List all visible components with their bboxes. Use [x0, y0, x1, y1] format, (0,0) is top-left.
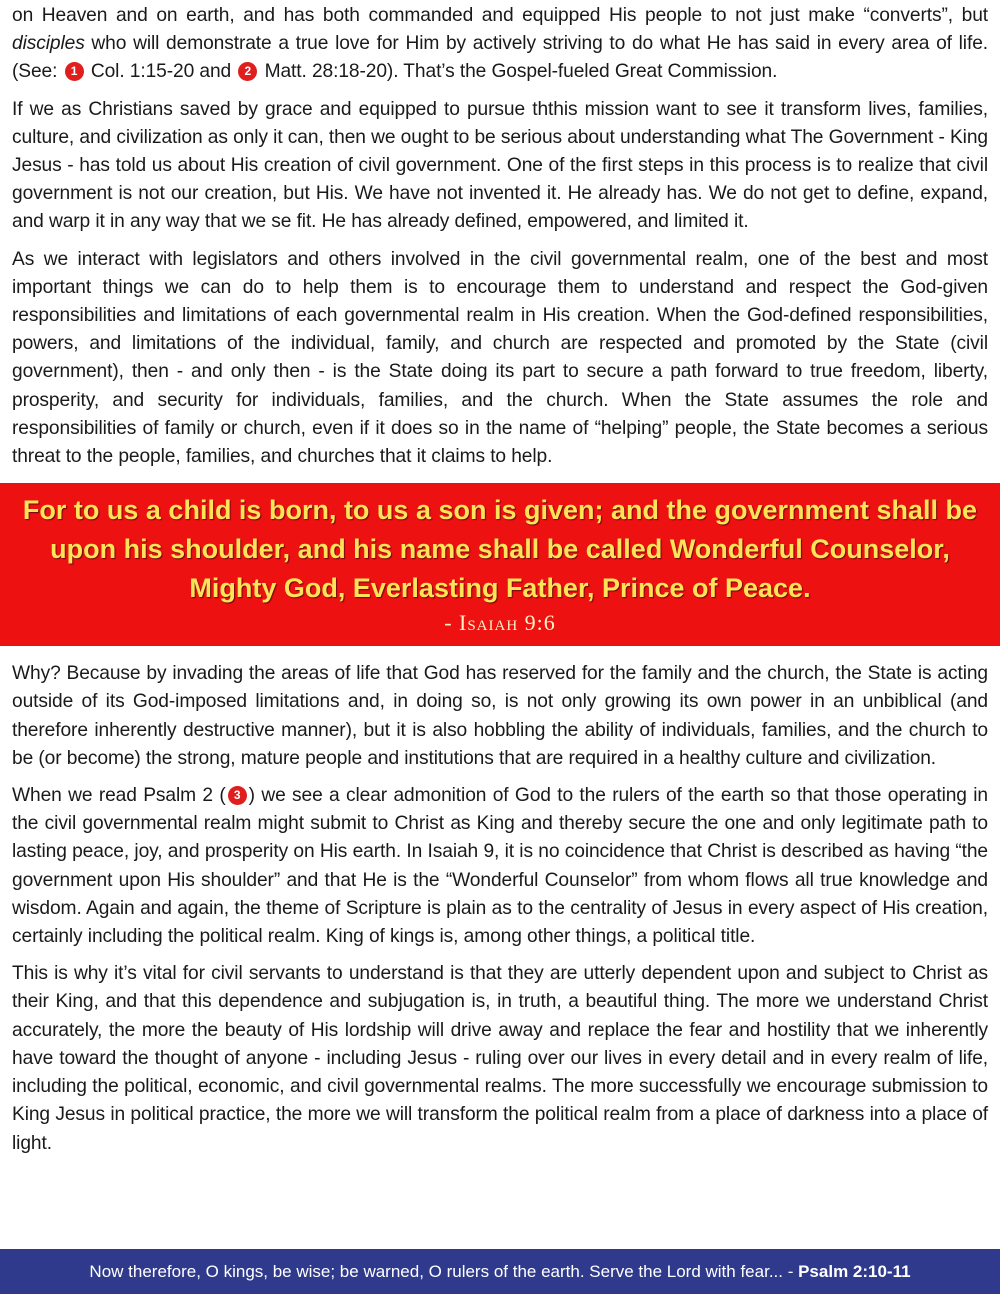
- document-body: [0, 0, 1000, 471]
- scripture-quote-banner: [0, 483, 1000, 646]
- quote-text: For to us a child is born, to us a son is given; and the government shall be upon his shoulder, and his name shall be called Wonderful Counselor, Mighty God, Everlasting Father, Prince of Peace.: [22, 495, 978, 604]
- paragraph-psalm-2: [12, 782, 988, 951]
- paragraph-text: who will demonstrate a true love for Him by actively striving to do what He has said in every area of life. (See:: [12, 33, 988, 83]
- reference-badge-3: 3: [228, 786, 247, 805]
- paragraph-text: ) we see a clear admonition of God to the rulers of the earth so that those operating in the civil governmental realm might submit to Christ as King and thereby secure the one and only legitimate path to lasting peace, joy, and prosperity on His earth. In Isaiah 9, it is no coincidence that Christ is described as having “the government upon His shoulder” and that He is the “Wonderful Counselor” from whom flows all true knowledge and wisdom. Again and again, the theme of Scripture is plain as to the centrality of Jesus in every aspect of His creation, certainly including the political realm. King of kings is, among other things, a political title.: [12, 785, 988, 948]
- paragraph-civil-government: If we as Christians saved by grace and equipped to pursue ththis mission want to see it transform lives, families, culture, and civilization as only it can, then we ought to be serious about understanding what The Government - King Jesus - has told us about His creation of civil government. One of the first steps in this process is to realize that civil government is not our creation, but His. We have not invented it. He already has. We do not get to define, expand, and warp it in any way that we se fit. He has already defined, empowered, and limited it.: [12, 98, 988, 233]
- footer-verse-reference: Psalm 2:10-11: [798, 1262, 911, 1281]
- paragraph-text: Col. 1:15-20 and: [85, 61, 237, 83]
- footer-verse-bar: [0, 1249, 1000, 1294]
- paragraph-text: on Heaven and on earth, and has both commanded and equipped His people to not just make “converts”, but: [12, 5, 988, 26]
- footer-verse-text: Now therefore, O kings, be wise; be warned, O rulers of the earth. Serve the Lord with fear... -: [89, 1262, 799, 1281]
- paragraph-text: Matt. 28:18-20). That’s the Gospel-fueled Great Commission.: [259, 61, 778, 83]
- emphasis-disciples: disciples: [12, 33, 85, 55]
- document-body-continued: [0, 658, 1000, 1157]
- reference-badge-1: 1: [65, 62, 84, 81]
- quote-reference: - Isaiah 9:6: [444, 610, 556, 636]
- reference-badge-2: 2: [238, 62, 257, 81]
- paragraph-text: When we read Psalm 2 (: [12, 785, 226, 807]
- paragraph-great-commission: [12, 2, 988, 87]
- paragraph-why: Why? Because by invading the areas of life that God has reserved for the family and the church, the State is acting outside of its God-imposed limitations and, in doing so, is not only growing its own power in an unbiblical (and therefore inherently destructive manner), but it is also hobbling the ability of individuals, families, and the church to be (or become) the strong, mature people and institutions that are required in a healthy culture and civilization.: [12, 663, 988, 769]
- paragraph-legislators: As we interact with legislators and others involved in the civil governmental realm, one of the best and most important things we can do to help them is to encourage them to understand and respect the God-given responsibilities and limitations of each governmental realm in His creation. When the God-defined responsibilities, powers, and limitations of the individual, family, and church are respected and promoted by the State (civil government), then - and only then - is the State doing its part to secure a path forward to true freedom, liberty, prosperity, and security for individuals, families, and the church. When the State assumes the role and responsibilities of family or church, even if it does so in the name of “helping” people, the State becomes a serious threat to the people, families, and churches that it claims to help.: [12, 248, 988, 468]
- paragraph-civil-servants: This is why it’s vital for civil servants to understand is that they are utterly dependent upon and subject to Christ as their King, and that this dependence and subjugation is, in truth, a beautiful thing. The more we understand Christ accurately, the more the beauty of His lordship will drive away and replace the fear and hostility that we inherently have toward the thought of anyone - including Jesus - ruling over our lives in every detail and in every realm of life, including the political, economic, and civil governmental realms. The more successfully we encourage submission to King Jesus in political practice, the more we will transform the political realm from a place of darkness into a place of light.: [12, 963, 988, 1154]
